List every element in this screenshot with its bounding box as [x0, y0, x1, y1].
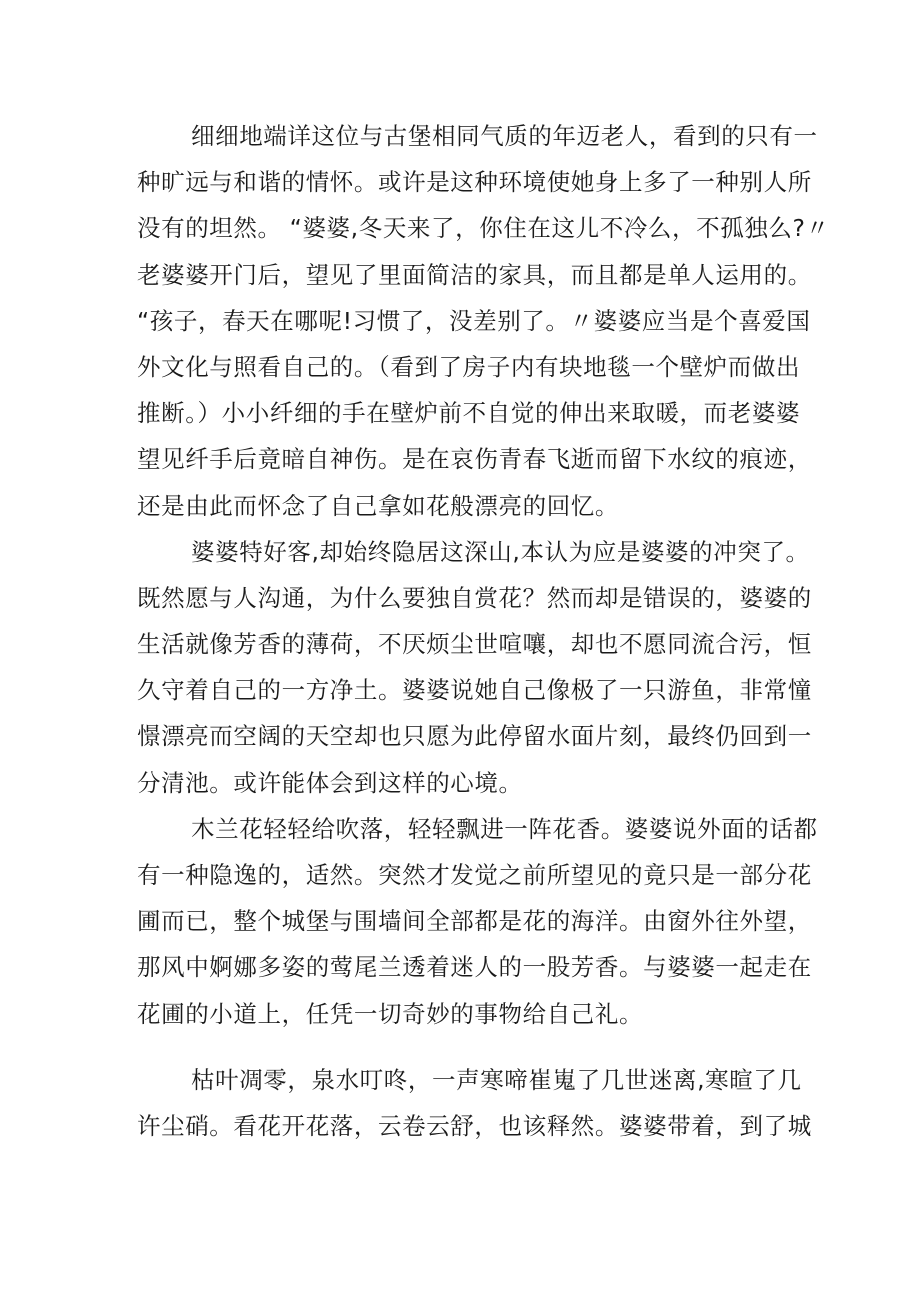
- text-line: 分清池。或许能体会到这样的心境。: [137, 768, 523, 797]
- text-line: 外文化与照看自己的。（看到了房子内有块地毯一个壁炉而做出: [137, 352, 801, 381]
- text-line: 望见纤手后竟暗自神伤。是在哀伤青春飞逝而留下水纹的痕迹，: [137, 445, 812, 474]
- text-line: 憬漂亮而空阔的天空却也只愿为此停留水面片刻，最终仍回到一: [137, 722, 812, 751]
- text-line: 种旷远与和谐的情怀。或许是这种环境使她身上多了一种别人所: [137, 168, 812, 197]
- text-line: 花圃的小道上，任凭一切奇妙的事物给自己礼。: [137, 999, 644, 1028]
- text-line: 老婆婆开门后，望见了里面简洁的家具，而且都是单人运用的。: [137, 260, 812, 289]
- text-line: 没有的坦然。 “婆婆,冬天来了，你住在这儿不冷么，不孤独么?〃: [137, 214, 830, 243]
- paragraph: [137, 529, 812, 806]
- document-body: [137, 113, 830, 1149]
- text-line: 久守着自己的一方净土。婆婆说她自己像极了一只游鱼，非常憧: [137, 676, 812, 705]
- text-line: 有一种隐逸的，适然。突然才发觉之前所望见的竟只是一部分花: [137, 861, 812, 889]
- text-line: “孩子，春天在哪呢!习惯了，没差别了。〃婆婆应当是个喜爱国: [137, 306, 811, 335]
- text-line: 圃而已，整个城堡与围墙间全部都是花的海洋。由窗外往外望，: [137, 907, 812, 936]
- text-line: 那风中婀娜多姿的莺尾兰透着迷人的一股芳香。与婆婆一起走在: [137, 953, 812, 982]
- text-line: 既然愿与人沟通，为什么要独自赏花？然而却是错误的，婆婆的: [137, 583, 812, 612]
- text-line: 还是由此而怀念了自己拿如花般漂亮的回忆。: [137, 491, 619, 520]
- paragraph: [137, 1057, 812, 1149]
- text-line: 细细地端详这位与古堡相同气质的年迈老人，看到的只有一: [191, 122, 818, 150]
- paragraph-gap: [137, 1037, 787, 1057]
- text-line: 婆婆特好客,却始终隐居这深山,本认为应是婆婆的冲突了。: [191, 537, 810, 566]
- paragraph: [137, 113, 830, 529]
- text-line: 推断。）小小纤细的手在壁炉前不自觉的伸出来取暖，而老婆婆: [137, 399, 801, 428]
- text-line: 许尘硝。看花开花落，云卷云舒，也该释然。婆婆带着，到了城: [137, 1111, 812, 1140]
- paragraph: [137, 806, 818, 1037]
- text-line: 生活就像芳香的薄荷，不厌烦尘世喧嚷，却也不愿同流合污，恒: [137, 630, 812, 659]
- text-line: 木兰花轻轻给吹落，轻轻飘进一阵花香。婆婆说外面的话都: [191, 814, 818, 843]
- text-line: 枯叶凋零，泉水叮咚，一声寒啼崔嵬了几世迷离,寒暄了几: [191, 1065, 802, 1094]
